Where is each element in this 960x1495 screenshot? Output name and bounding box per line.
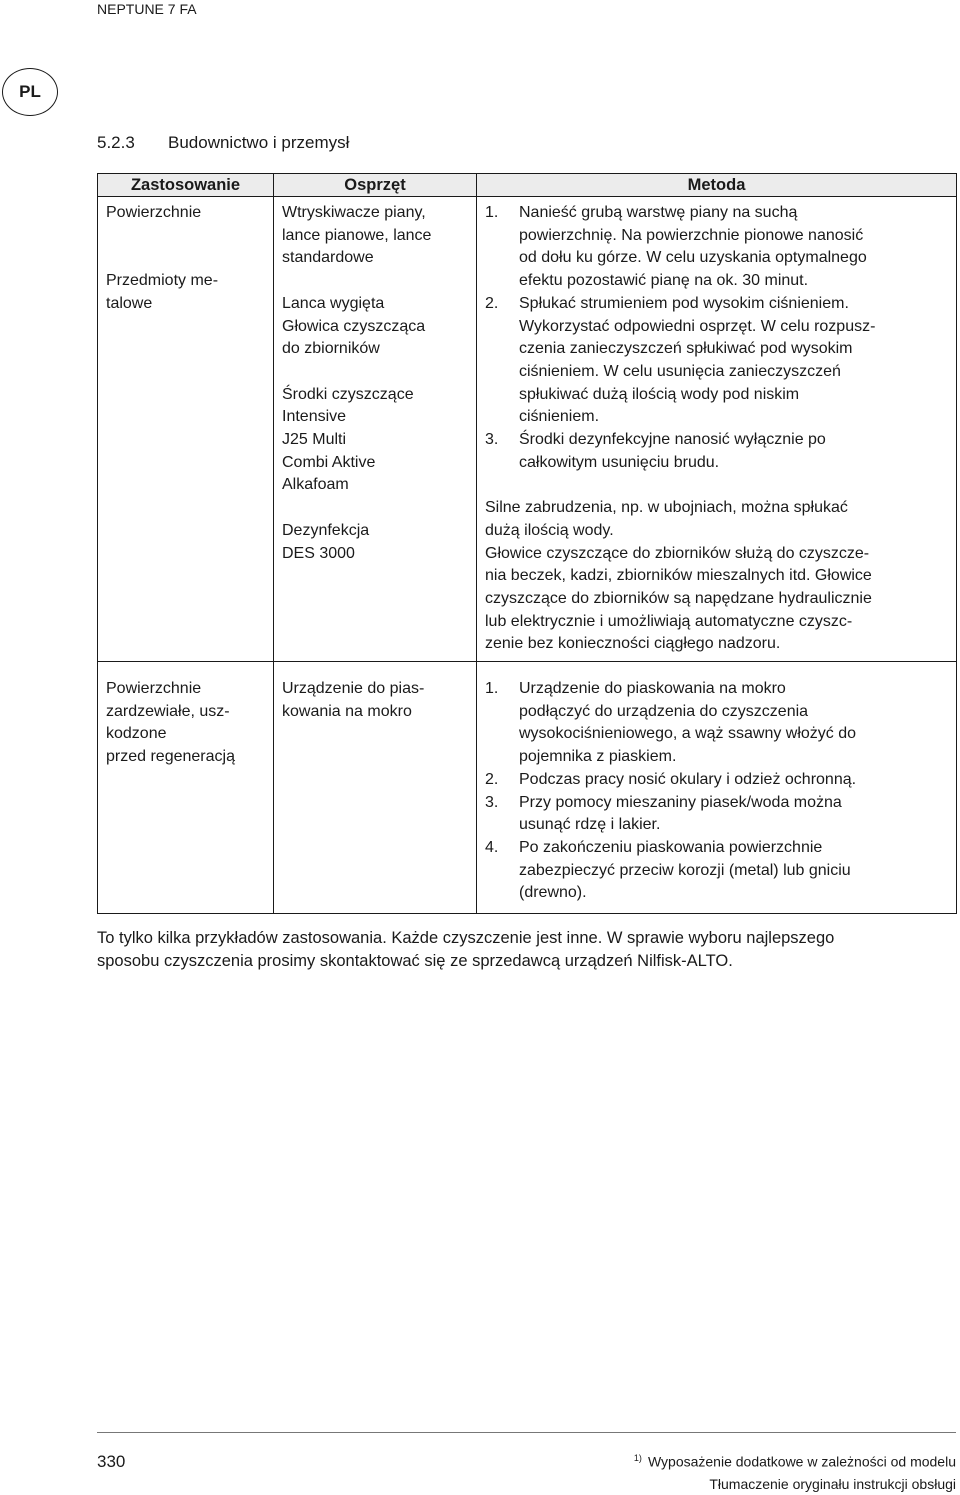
step-line: czenia zanieczyszczeń spłukiwać pod wysokim [519, 340, 853, 358]
equipment-block [282, 520, 468, 565]
note-line: zenie bez konieczności ciągłego nadzoru. [485, 635, 781, 653]
footnote [634, 1453, 956, 1470]
step-line: Przy pomocy mieszaniny piasek/woda można [519, 793, 842, 811]
equipment-cell [274, 662, 477, 914]
note-line: dużą ilością wody. [485, 521, 614, 539]
equipment-line: Środki czyszczące [282, 385, 414, 403]
step-number: 3. [485, 431, 499, 449]
application-line: Powierzchnie [106, 680, 202, 698]
equipment-block [282, 384, 468, 498]
equipment-cell [274, 197, 477, 662]
method-cell [477, 662, 957, 914]
step-line: usunąć rdzę i lakier. [519, 816, 661, 834]
method-note [485, 497, 950, 656]
section-heading [97, 133, 349, 153]
application-line: przed regeneracją [106, 748, 235, 766]
equipment-line: Wtryskiwacze piany, [282, 204, 426, 221]
header-product-name: NEPTUNE 7 FA [97, 1, 197, 17]
application-block [106, 270, 265, 315]
step-line: efektu pozostawić pianę na ok. 30 minut. [519, 272, 809, 290]
equipment-line: Combi Aktive [282, 453, 376, 471]
equipment-line: kowania na mokro [282, 702, 412, 720]
column-header-method: Metoda [477, 174, 957, 197]
step-line: powierzchnię. Na powierzchnie pionowe nanosić [519, 226, 864, 244]
step-line: (drewno). [519, 884, 587, 902]
step-line: spłukiwać dużą ilością wody pod niskim [519, 385, 800, 403]
closing-line: sposobu czyszczenia prosimy skontaktować się ze sprzedawcą urządzeń Nilfisk-ALTO. [97, 952, 733, 970]
method-steps [485, 678, 950, 905]
note-line: Głowice czyszczące do zbiorników służą do czyszcze- [485, 544, 870, 562]
step-number: 1. [485, 204, 499, 221]
step-line: Urządzenie do piaskowania na mokro [519, 680, 786, 698]
equipment-block [282, 202, 468, 270]
equipment-line: do zbiorników [282, 340, 380, 358]
closing-paragraph [97, 927, 957, 973]
footnote-marker: 1) [633, 1453, 642, 1463]
application-block [106, 202, 265, 225]
language-badge: PL [2, 68, 58, 116]
column-header-equipment: Osprzęt [274, 174, 477, 197]
list-item [485, 678, 950, 769]
closing-line: To tylko kilka przykładów zastosowania. Każde czyszczenie jest inne. W sprawie wyboru najlepszego [97, 929, 835, 947]
step-line: podłączyć do urządzenia do czyszczenia [519, 702, 809, 720]
step-line: całkowitym usunięciu brudu. [519, 453, 720, 471]
step-line: Wykorzystać odpowiedni osprzęt. W celu rozpusz- [519, 317, 876, 335]
list-item [485, 792, 950, 837]
method-steps [485, 202, 950, 474]
list-item [485, 202, 950, 293]
step-line: Po zakończeniu piaskowania powierzchnie [519, 838, 823, 856]
application-line: talowe [106, 294, 153, 312]
step-number: 2. [485, 770, 499, 788]
note-line: lub elektrycznie i umożliwiają automatyczne czyszc- [485, 612, 853, 630]
applications-table [97, 173, 957, 914]
application-line: zardzewiałe, usz- [106, 702, 230, 720]
step-line: Spłukać strumieniem pod wysokim ciśnieniem. [519, 294, 849, 312]
equipment-line: Dezynfekcja [282, 521, 370, 539]
application-line: Przedmioty me- [106, 272, 219, 290]
table-row [98, 197, 957, 662]
table-row [98, 662, 957, 914]
equipment-line: Głowica czyszcząca [282, 317, 426, 335]
note-line: Silne zabrudzenia, np. w ubojniach, można spłukać [485, 499, 848, 517]
page-number: 330 [97, 1452, 126, 1471]
table-header-row [98, 174, 957, 197]
equipment-line: Lanca wygięta [282, 294, 385, 312]
application-line: Powierzchnie [106, 204, 202, 221]
step-number: 1. [485, 680, 499, 698]
equipment-line: J25 Multi [282, 431, 347, 448]
step-line: od dołu ku górze. W celu uzyskania optymalnego [519, 249, 867, 267]
section-title: Budownictwo i przemysł [168, 133, 350, 152]
translation-note: Tłumaczenie oryginału instrukcji obsługi [709, 1476, 956, 1492]
note-line: nia beczek, kadzi, zbiorników mieszalnych itd. Głowice [485, 567, 872, 585]
step-line: ciśnieniem. W celu usunięcia zanieczyszczeń [519, 362, 841, 380]
step-number: 2. [485, 294, 499, 312]
section-number: 5.2.3 [97, 133, 135, 152]
step-line: Nanieść grubą warstwę piany na suchą [519, 204, 798, 221]
column-header-application: Zastosowanie [98, 174, 274, 197]
list-item [485, 837, 950, 905]
step-number: 4. [485, 838, 499, 856]
application-cell [98, 197, 274, 662]
equipment-line: DES 3000 [282, 544, 355, 562]
equipment-line: Alkafoam [282, 476, 349, 494]
step-line: Podczas pracy nosić okulary i odzież ochronną. [519, 770, 857, 788]
step-number: 3. [485, 793, 499, 811]
list-item [485, 769, 950, 792]
application-cell [98, 662, 274, 914]
method-cell [477, 197, 957, 662]
list-item [485, 293, 950, 429]
application-line: kodzone [106, 725, 167, 743]
step-line: wysokociśnieniowego, a wąż ssawny włożyć do [519, 725, 857, 743]
equipment-line: Urządzenie do pias- [282, 680, 425, 698]
footnote-text: Wyposażenie dodatkowe w zależności od modelu [647, 1453, 956, 1470]
step-line: ciśnieniem. [519, 408, 600, 426]
equipment-line: standardowe [282, 249, 374, 267]
note-line: czyszczące do zbiorników są napędzane hydraulicznie [485, 589, 872, 607]
footer-divider [97, 1432, 956, 1433]
equipment-line: Intensive [282, 408, 347, 426]
equipment-line: lance pianowe, lance [282, 226, 432, 244]
step-line: pojemnika z piaskiem. [519, 748, 677, 766]
step-line: zabezpieczyć przeciw korozji (metal) lub gniciu [519, 861, 851, 879]
list-item [485, 429, 950, 474]
equipment-block [282, 293, 468, 361]
step-line: Środki dezynfekcyjne nanosić wyłącznie po [519, 431, 826, 449]
